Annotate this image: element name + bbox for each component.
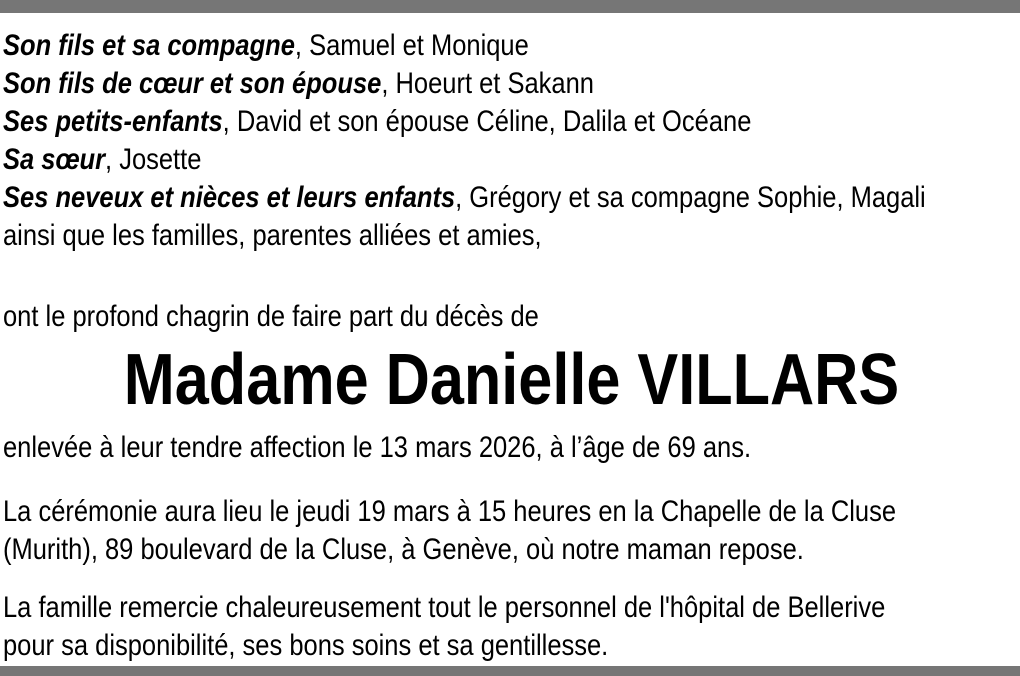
relation-names: ainsi que les familles, parentes alliées et amies,	[3, 219, 542, 252]
thanks-line-1: La famille remercie chaleureusement tout le personnel de l'hôpital de Bellerive	[3, 591, 886, 624]
relation-label: Son fils et sa compagne	[3, 29, 295, 62]
relation-names: , Hoeurt et Sakann	[381, 67, 594, 100]
relation-line-neveux	[3, 179, 926, 217]
relation-line-son	[3, 27, 867, 65]
thanks-paragraph	[3, 589, 1020, 665]
family-relations-list	[3, 27, 1020, 255]
ceremony-paragraph	[3, 493, 1020, 569]
relation-names: , Samuel et Monique	[294, 29, 529, 62]
relation-label: Son fils de cœur et son épouse	[3, 67, 382, 100]
relation-names: , David et son épouse Céline, Dalila et Océane	[222, 105, 752, 138]
ceremony-line-2: (Murith), 89 boulevard de la Cluse, à Genève, où notre maman repose.	[3, 533, 804, 566]
relation-names: , Josette	[105, 143, 202, 176]
relation-names: , Grégory et sa compagne Sophie, Magali	[455, 181, 926, 214]
relation-label: Ses neveux et nièces et leurs enfants	[3, 181, 456, 214]
relation-line-familles	[3, 217, 867, 255]
bottom-border-bar	[0, 666, 1020, 676]
deceased-name: Madame Danielle VILLARS	[123, 340, 900, 420]
ceremony-line-1: La cérémonie aura lieu le jeudi 19 mars à 15 heures en la Chapelle de la Cluse	[3, 495, 897, 528]
relation-line-petits-enfants	[3, 103, 867, 141]
relation-label: Ses petits-enfants	[3, 105, 223, 138]
relation-label: Sa sœur	[3, 143, 106, 176]
relation-line-son-de-coeur	[3, 65, 867, 103]
thanks-line-2: pour sa disponibilité, ses bons soins et sa gentillesse.	[3, 629, 609, 662]
relation-line-soeur	[3, 141, 867, 179]
death-date-text: enlevée à leur tendre affection le 13 mars 2026, à l’âge de 69 ans.	[3, 431, 752, 464]
announcement-text: ont le profond chagrin de faire part du décès de	[3, 300, 539, 333]
